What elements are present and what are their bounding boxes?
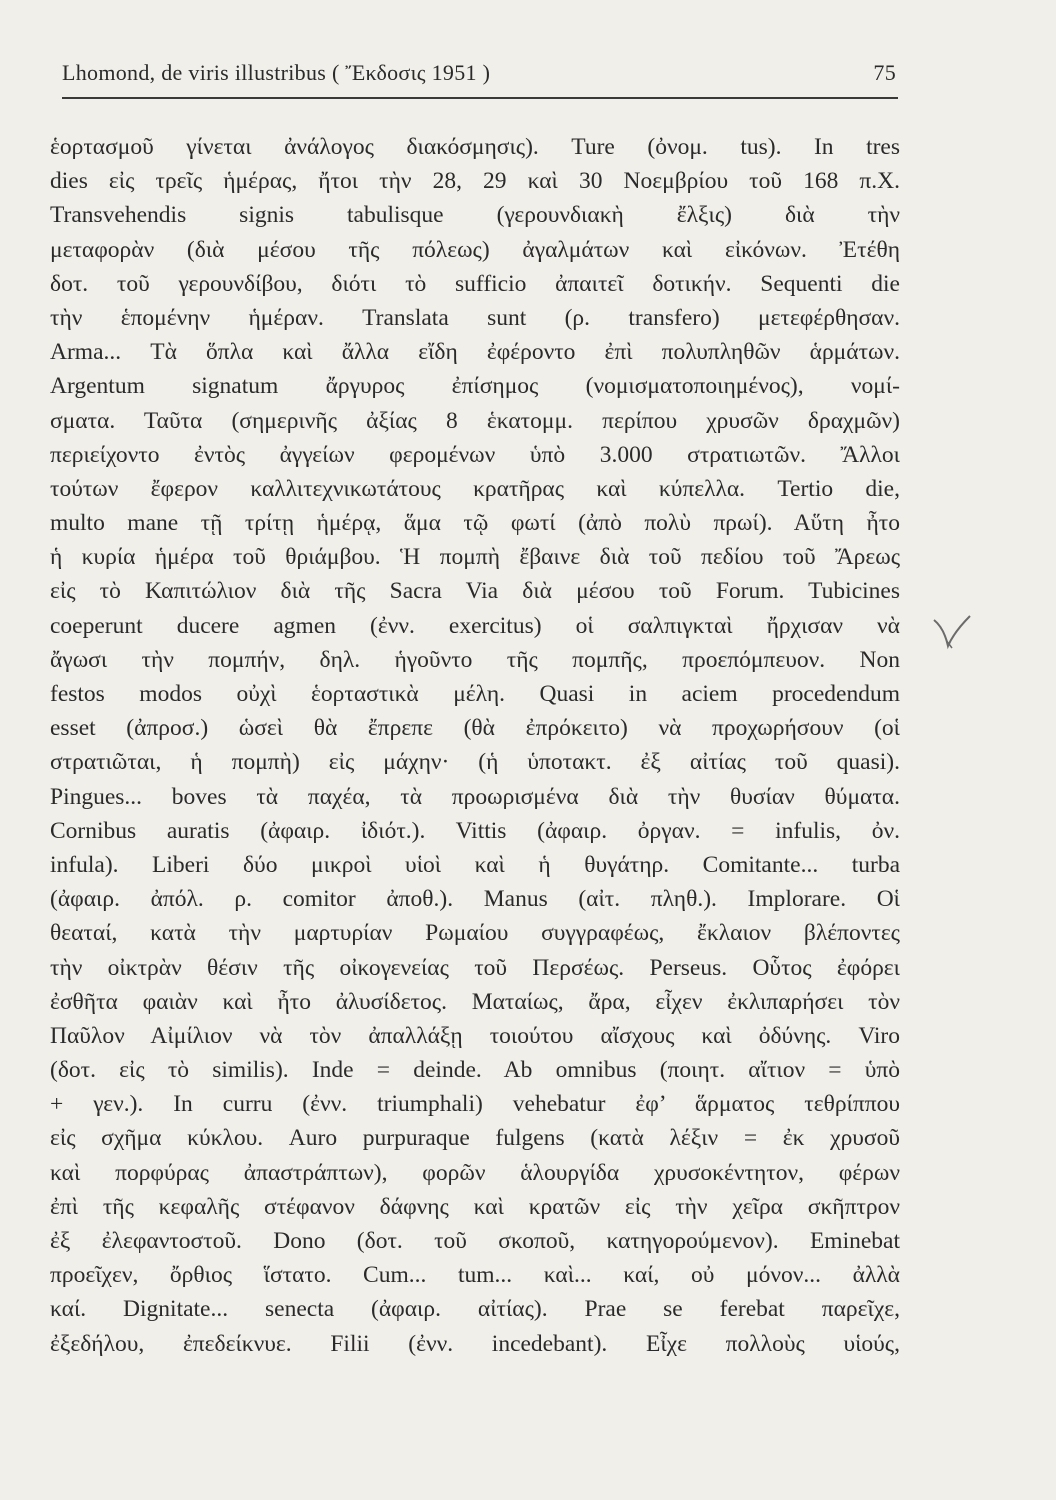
text-line: καὶ πορφύρας ἀπαστράπτων), φορῶν ἁλουργίδα χρυσοκέντητον, φέρων	[50, 1159, 900, 1186]
text-line: τὴν οἰκτρὰν θέσιν τῆς οἰκογενείας τοῦ Περσέως. Perseus. Οὗτος ἐφόρει	[50, 954, 900, 981]
header-rule	[62, 97, 898, 99]
text-line: Παῦλον Αἰμίλιον νὰ τὸν ἀπαλλάξῃ τοιούτου αἴσχους καὶ ὀδύνης. Viro	[50, 1022, 900, 1049]
text-line: ἐπὶ τῆς κεφαλῆς στέφανον δάφνης καὶ κρατῶν εἰς τὴν χεῖρα σκῆπτρον	[50, 1193, 900, 1220]
text-line: ἐσθῆτα φαιὰν καὶ ἦτο ἀλυσίδετος. Ματαίως, ἄρα, εἶχεν ἐκλιπαρήσει τὸν	[50, 988, 900, 1015]
text-line: (δοτ. εἰς τὸ similis). Inde = deinde. Ab omnibus (ποιητ. αἴτιον = ὑπὸ	[50, 1057, 900, 1084]
text-line: δοτ. τοῦ γερουνδίβου, διότι τὸ sufficio ἀπαιτεῖ δοτικήν. Sequenti die	[50, 270, 900, 297]
text-line: dies εἰς τρεῖς ἡμέρας, ἤτοι τὴν 28, 29 καὶ 30 Νοεμβρίου τοῦ 168 π.Χ.	[50, 168, 900, 195]
text-line: καί. Dignitate... senecta (ἀφαιρ. αἰτίας). Prae se ferebat παρεῖχε,	[50, 1296, 900, 1323]
running-title: Lhomond, de viris illustribus ( Ἔκδοσις 1951 )	[62, 60, 491, 85]
text-line: Arma... Τὰ ὅπλα καὶ ἄλλα εἴδη ἐφέροντο ἐπὶ πολυπληθῶν ἁρμάτων.	[50, 339, 900, 366]
text-line: εἰς τὸ Καπιτώλιον διὰ τῆς Sacra Via διὰ μέσου τοῦ Forum. Tubicines	[50, 578, 900, 605]
text-line: περιείχοντο ἐντὸς ἀγγείων φερομένων ὑπὸ 3.000 στρατιωτῶν. Ἄλλοι	[50, 441, 900, 468]
text-line: ἑορτασμοῦ γίνεται ἀνάλογος διακόσμησις). Ture (ὀνομ. tus). In tres	[50, 134, 900, 160]
text-line: στρατιῶται, ἡ πομπὴ) εἰς μάχην· (ἡ ὑποτακτ. ἐξ αἰτίας τοῦ quasi).	[50, 749, 900, 776]
text-line: multo mane τῇ τρίτῃ ἡμέρᾳ, ἅμα τῷ φωτί (ἀπὸ πολὺ πρωί). Αὕτη ἦτο	[50, 510, 900, 537]
text-line: Argentum signatum ἄργυρος ἐπίσημος (νομισματοποιημένος), νομί-	[50, 373, 900, 400]
text-line: σματα. Ταῦτα (σημερινῆς ἀξίας 8 ἑκατομμ. περίπου χρυσῶν δραχμῶν)	[50, 407, 900, 434]
page-number: 75	[873, 60, 896, 85]
text-line: τούτων ἔφερον καλλιτεχνικωτάτους κρατῆρας καὶ κύπελλα. Tertio die,	[50, 475, 900, 502]
text-line: coeperunt ducere agmen (ἐνν. exercitus) οἱ σαλπιγκταὶ ἤρχισαν νὰ	[50, 612, 900, 639]
margin-pen-mark	[930, 612, 974, 652]
text-line: ἐξ ἐλεφαντοστοῦ. Dono (δοτ. τοῦ σκοποῦ, κατηγορούμενον). Eminebat	[50, 1228, 900, 1254]
page-header	[62, 60, 896, 94]
text-line: festos modos οὐχὶ ἑορταστικὰ μέλη. Quasi in aciem procedendum	[50, 681, 900, 707]
text-line: εἰς σχῆμα κύκλου. Auro purpuraque fulgens (κατὰ λέξιν = ἐκ χρυσοῦ	[50, 1125, 900, 1152]
text-line: Pingues... boves τὰ παχέα, τὰ προωρισμένα διὰ τὴν θυσίαν θύματα.	[50, 783, 900, 810]
text-line: Cornibus auratis (ἀφαιρ. ἰδιότ.). Vittis (ἀφαιρ. ὀργαν. = infulis, ὀν.	[50, 817, 900, 844]
text-line: θεαταί, κατὰ τὴν μαρτυρίαν Ρωμαίου συγγραφέως, ἔκλαιον βλέποντες	[50, 920, 900, 947]
text-line: ἡ κυρία ἡμέρα τοῦ θριάμβου. Ἡ πομπὴ ἔβαινε διὰ τοῦ πεδίου τοῦ Ἄρεως	[50, 544, 900, 571]
text-line: (ἀφαιρ. ἀπόλ. ρ. comitor ἀποθ.). Manus (αἰτ. πληθ.). Implorare. Οἱ	[50, 886, 900, 913]
text-line: προεῖχεν, ὄρθιος ἵστατο. Cum... tum... καὶ... καί, οὐ μόνον... ἀλλὰ	[50, 1262, 900, 1289]
text-line: τὴν ἑπομένην ἡμέραν. Translata sunt (ρ. transfero) μετεφέρθησαν.	[50, 304, 900, 331]
text-line: μεταφορὰν (διὰ μέσου τῆς πόλεως) ἀγαλμάτων καὶ εἰκόνων. Ἐτέθη	[50, 236, 900, 263]
text-line: infula). Liberi δύο μικροὶ υἱοὶ καὶ ἡ θυγάτηρ. Comitante... turba	[50, 851, 900, 878]
text-line: + γεν.). In curru (ἐνν. triumphali) vehebatur ἐφ’ ἅρματος τεθρίππου	[50, 1091, 900, 1118]
text-line: ἐξεδήλου, ἐπεδείκνυε. Filii (ἐνν. incedebant). Εἶχε πολλοὺς υἱούς,	[50, 1330, 900, 1357]
body-text	[50, 130, 900, 1361]
text-line: esset (ἀπροσ.) ὡσεὶ θὰ ἔπρεπε (θὰ ἐπρόκειτο) νὰ προχωρήσουν (οἱ	[50, 715, 900, 742]
text-line: Transvehendis signis tabulisque (γερουνδιακὴ ἔλξις) διὰ τὴν	[50, 202, 900, 229]
text-line: ἄγωσι τὴν πομπήν, δηλ. ἡγοῦντο τῆς πομπῆς, προεπόμπευον. Non	[50, 646, 900, 673]
